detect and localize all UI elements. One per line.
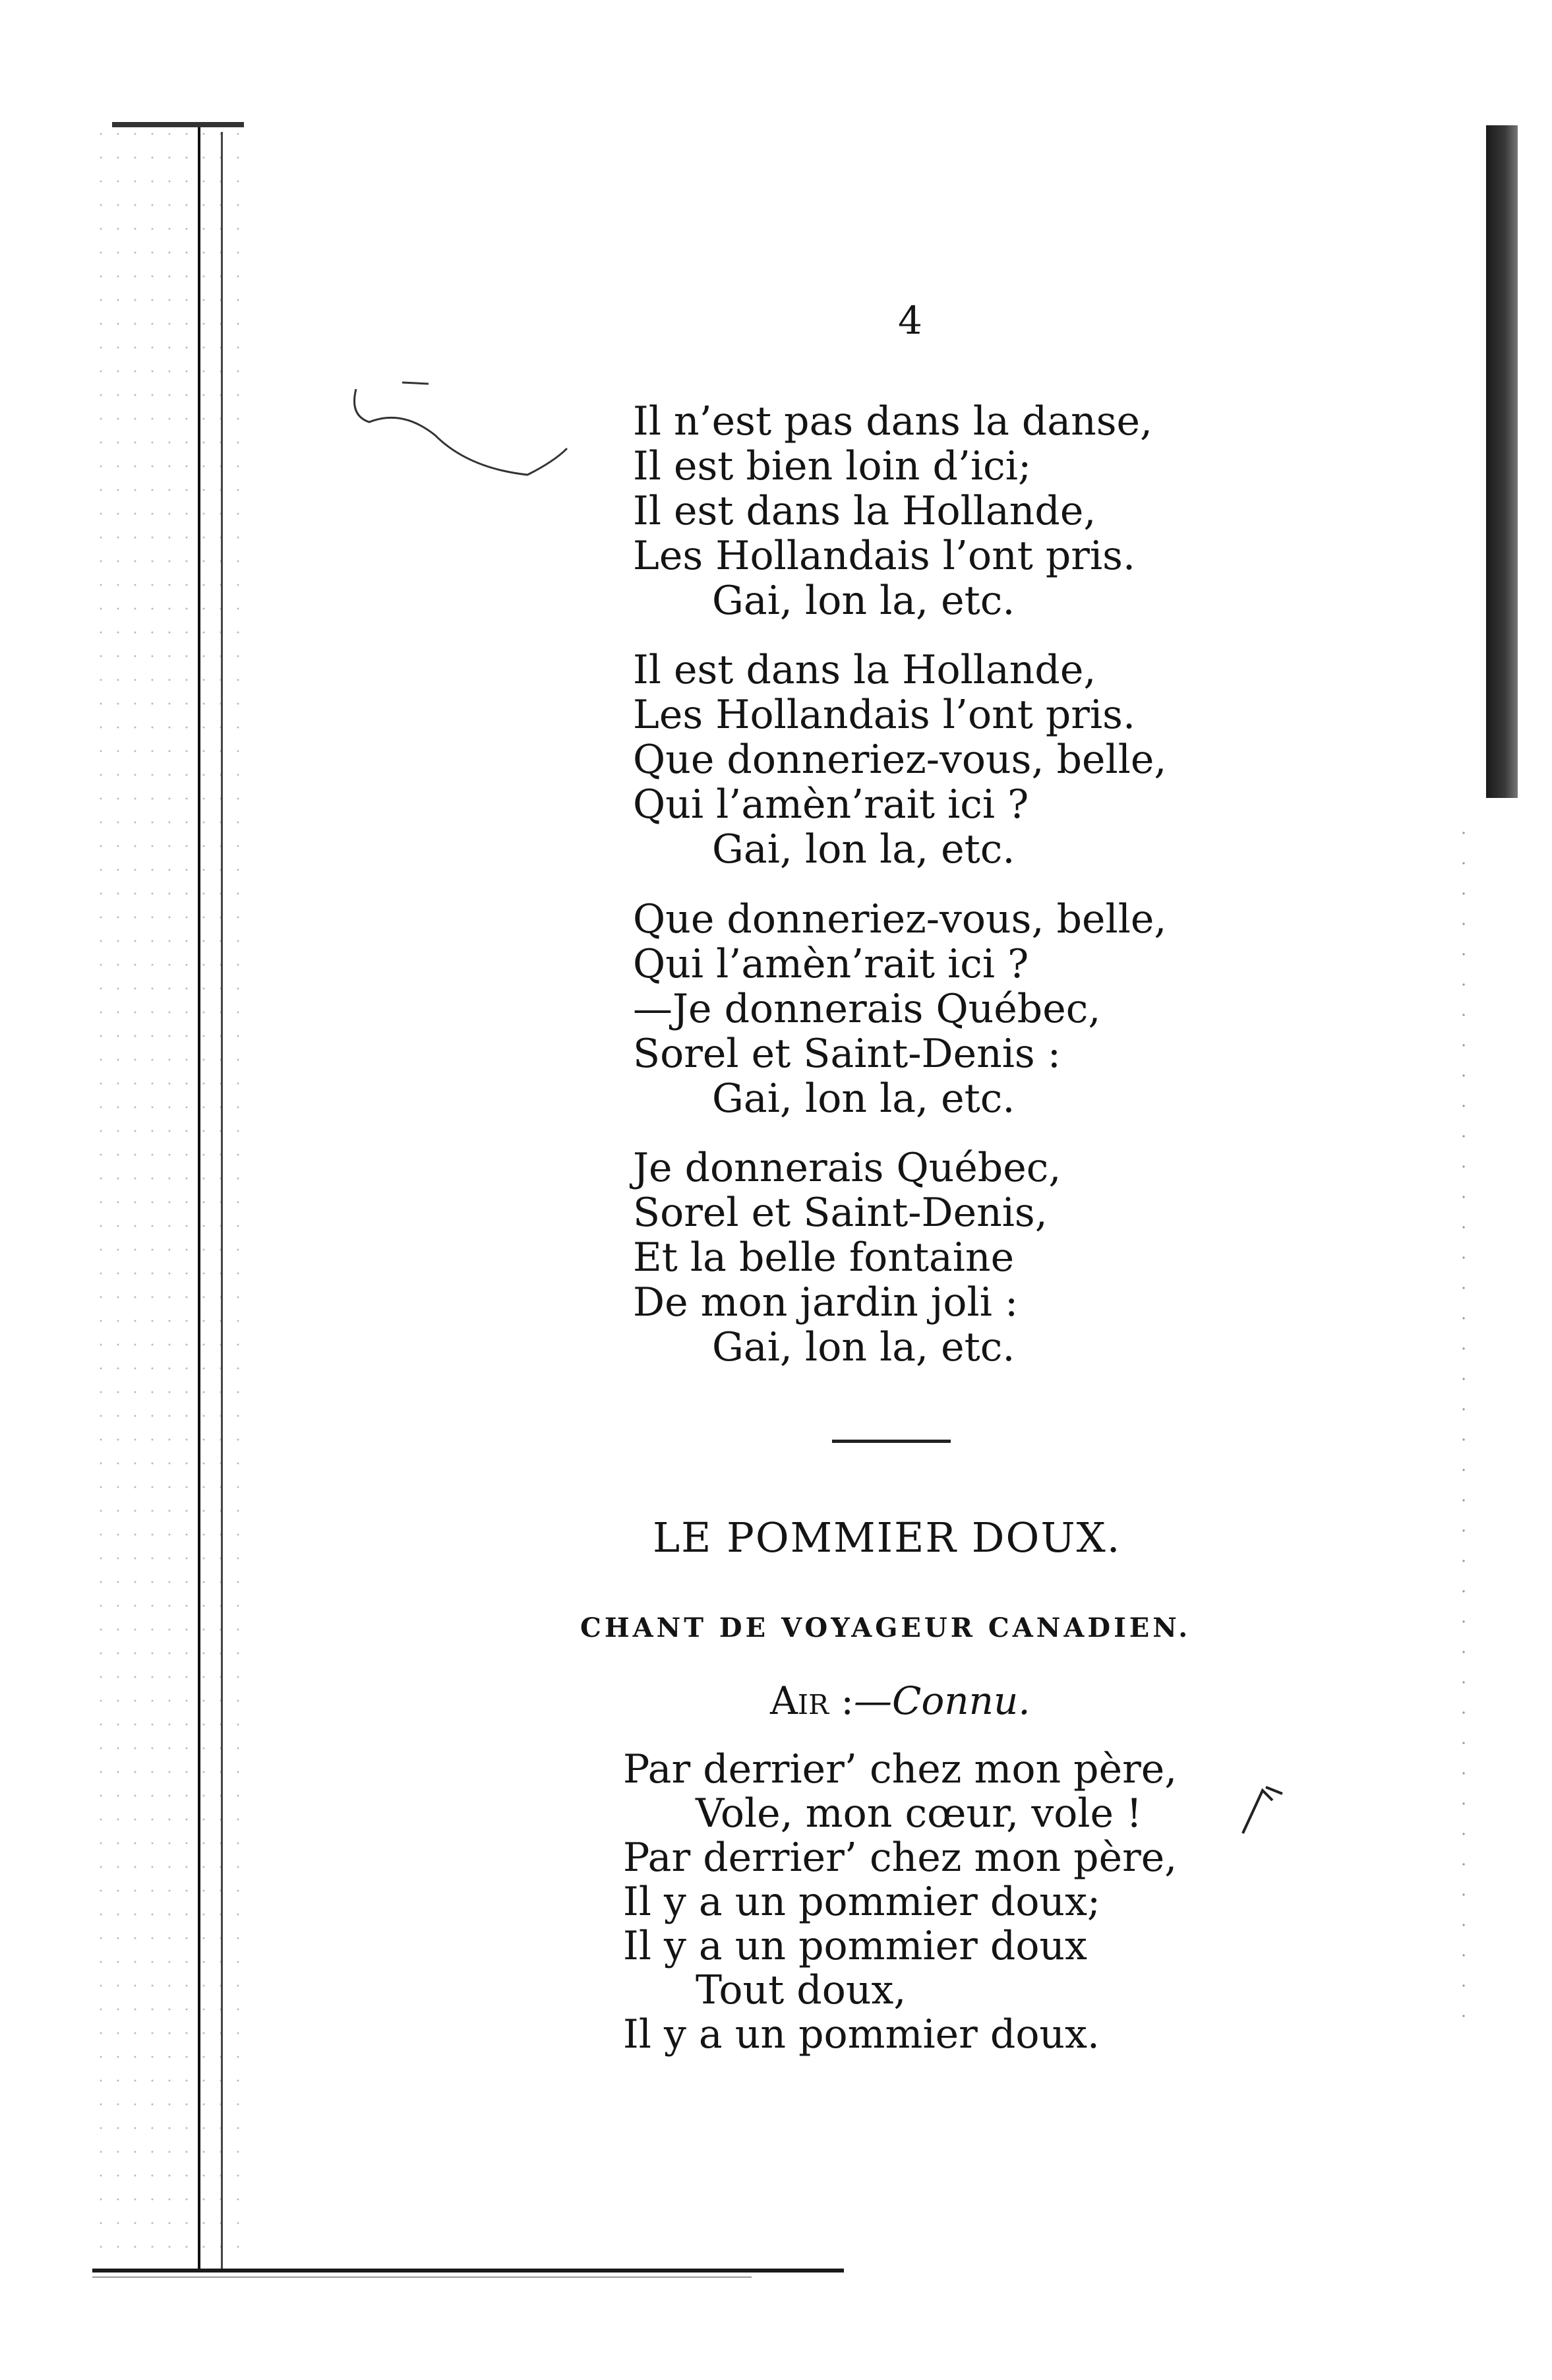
verse-line: Par derrier’ chez mon père, <box>623 1746 1178 1792</box>
right-edge-shadow <box>1486 125 1518 798</box>
verse-line: Et la belle fontaine <box>633 1235 1015 1281</box>
refrain-line: Gai, lon la, etc. <box>712 578 1015 624</box>
left-margin-speckle <box>92 122 251 2259</box>
verse-line: Il est dans la Hollande, <box>633 488 1096 534</box>
verse-line: Il n’est pas dans la danse, <box>633 398 1153 444</box>
verse-line: Il y a un pommier doux <box>623 1923 1087 1969</box>
air-label: Air : <box>770 1678 854 1723</box>
verse-line: Tout doux, <box>696 1967 907 2013</box>
section-separator <box>832 1440 951 1443</box>
page-number: 4 <box>898 298 922 343</box>
verse-line: Il y a un pommier doux; <box>623 1879 1101 1925</box>
top-left-corner-mark <box>112 122 244 127</box>
verse-line: Il y a un pommier doux. <box>623 2011 1100 2058</box>
verse-line: Qui l’amèn’rait ici ? <box>633 941 1029 987</box>
verse-line: De mon jardin joli : <box>633 1279 1019 1326</box>
air-line <box>770 1678 1030 1723</box>
verse-line: Que donneriez-vous, belle, <box>633 737 1167 783</box>
verse-line: Je donnerais Québec, <box>633 1145 1061 1191</box>
left-binding-rule <box>198 125 200 2269</box>
verse-line: Les Hollandais l’ont pris. <box>633 692 1136 738</box>
verse-line: —Je donnerais Québec, <box>633 986 1101 1032</box>
refrain-line: Gai, lon la, etc. <box>712 826 1015 872</box>
verse-line: Qui l’amèn’rait ici ? <box>633 781 1029 828</box>
verse-line: Sorel et Saint-Denis, <box>633 1190 1048 1236</box>
pencil-mark-right <box>1236 1781 1289 1840</box>
verse-line: Que donneriez-vous, belle, <box>633 896 1167 942</box>
refrain-line: Gai, lon la, etc. <box>712 1324 1015 1370</box>
stanza-4 <box>633 1145 1061 1370</box>
song-subtitle: CHANT DE VOYAGEUR CANADIEN. <box>580 1612 1191 1643</box>
song-verse <box>623 1748 1177 2057</box>
verse-line: Sorel et Saint-Denis : <box>633 1031 1061 1077</box>
verse-line: Les Hollandais l’ont pris. <box>633 533 1136 579</box>
air-tune: —Connu. <box>853 1678 1030 1723</box>
bottom-binding-rule-faint <box>92 2276 752 2278</box>
left-binding-rule-inner <box>221 132 223 2269</box>
verse-line: Il est bien loin d’ici; <box>633 443 1032 489</box>
stanza-3 <box>633 897 1166 1121</box>
bottom-binding-rule <box>92 2269 844 2273</box>
stanza-1 <box>633 399 1152 623</box>
stanza-2 <box>633 648 1166 872</box>
verse-line: Vole, mon cœur, vole ! <box>696 1790 1143 1837</box>
right-margin-speckle <box>1454 818 1474 2044</box>
verse-line: Par derrier’ chez mon père, <box>623 1835 1178 1881</box>
verse-line: Il est dans la Hollande, <box>633 647 1096 693</box>
refrain-line: Gai, lon la, etc. <box>712 1076 1015 1122</box>
pencil-scribble <box>343 369 580 514</box>
song-title: LE POMMIER DOUX. <box>653 1513 1121 1562</box>
